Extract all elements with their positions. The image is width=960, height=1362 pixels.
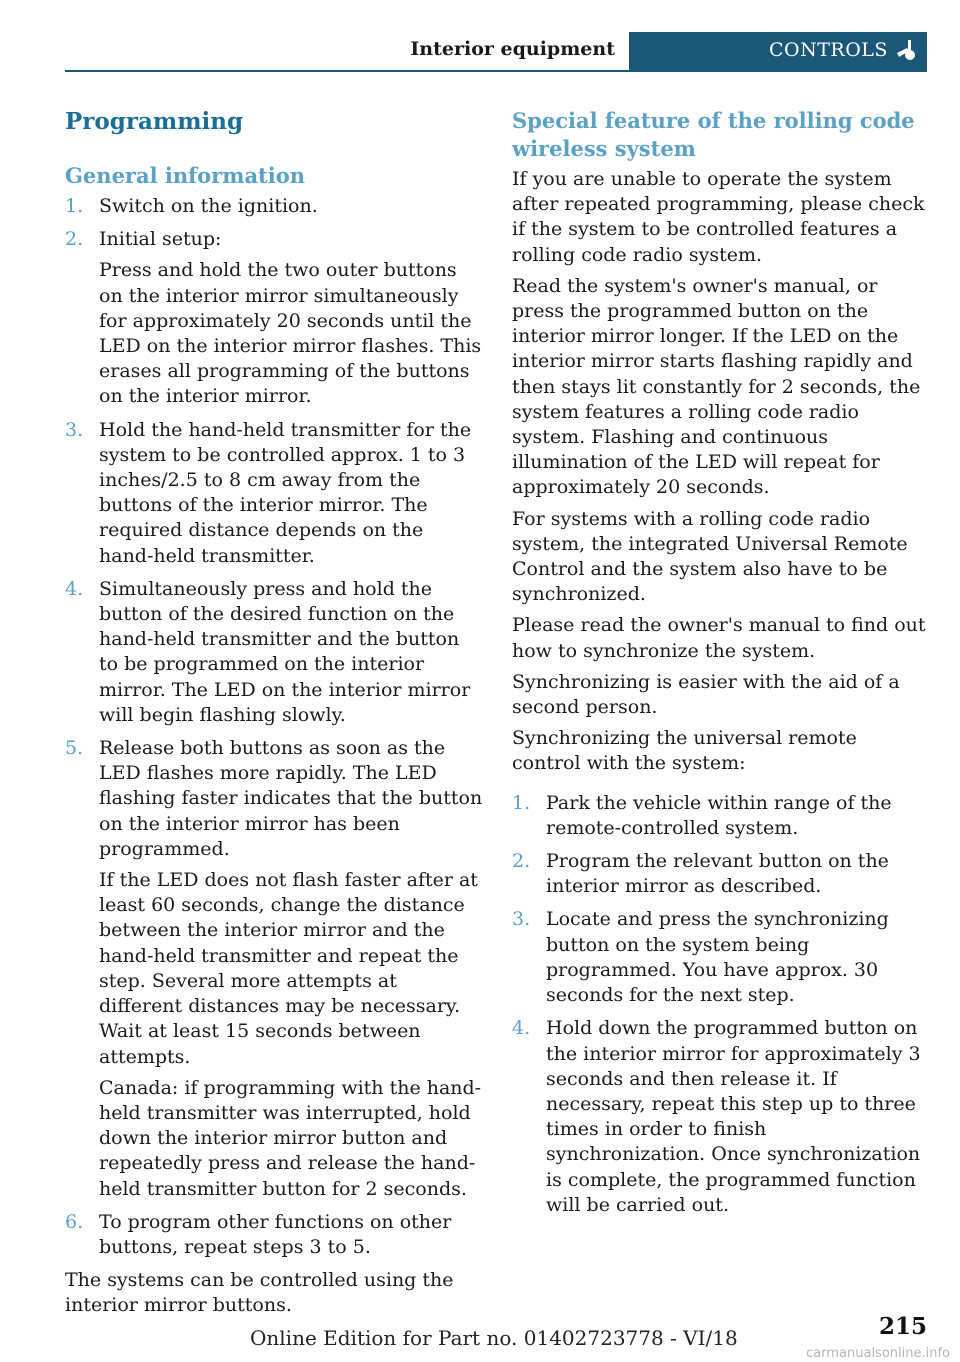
step-text: Canada: if programming with the hand-held transmitter was interrupted, hold down the interior mirror button and repeatedly press and release the hand-held transmitter button for 2 seconds.: [99, 1076, 482, 1200]
step-number: 3.: [65, 418, 84, 441]
rolling-code-text: [512, 167, 930, 777]
step-text: Hold the hand-held transmitter for the system to be controlled approx. 1 to 3 inches/2.5 to 8 cm away from the buttons of the interior mirror. The required distance depends on the hand-held transmitter.: [99, 418, 472, 567]
list-item: [65, 736, 483, 1202]
body-paragraph: If you are unable to operate the system after repeated programming, please check if the system to be controlled features a rolling code radio system.: [512, 168, 925, 266]
closing-paragraph: The systems can be controlled using the interior mirror buttons.: [65, 1269, 454, 1317]
step-text: If the LED does not flash faster after at least 60 seconds, change the distance between the interior mirror and the hand-held transmitter and repeat the step. Several more attempts at different distances may be necessary. Wait at least 15 seconds between attempts.: [99, 869, 478, 1068]
left-column: [65, 104, 483, 1325]
programming-heading: Programming: [65, 108, 244, 135]
step-number: 6.: [65, 1210, 84, 1233]
page-number: 215: [878, 1313, 927, 1340]
steering-hand-icon: [893, 38, 917, 64]
body-paragraph: Please read the owner's manual to find out how to synchronize the system.: [512, 614, 926, 662]
step-text: Program the relevant button on the interior mirror as described.: [546, 850, 889, 898]
step-text: Press and hold the two outer buttons on the interior mirror simultaneously for approximately 20 seconds until the LED on the interior mirror flashes. This erases all programming of the buttons on the interior mirror.: [99, 259, 482, 408]
general-information-heading: General information: [65, 163, 306, 188]
synchronizing-steps: [512, 791, 930, 1218]
step-number: 2.: [512, 850, 531, 873]
list-item: [512, 1016, 930, 1218]
body-paragraph: Synchronizing the universal remote control with the system:: [512, 727, 857, 775]
list-item: [512, 907, 930, 1008]
step-text: Switch on the ignition.: [99, 195, 318, 217]
step-number: 2.: [65, 228, 84, 251]
edition-footer: Online Edition for Part no. 01402723778 - VI/18: [250, 1326, 738, 1350]
list-item: [65, 1210, 483, 1260]
step-text: Release both buttons as soon as the LED flashes more rapidly. The LED flashing faster indicates that the button on the interior mirror has been programmed.: [99, 737, 483, 860]
list-item: [512, 849, 930, 899]
step-text: Hold down the programmed button on the interior mirror for approximately 3 seconds and then release it. If necessary, repeat this step up to three times in order to finish synchronization. Once synchronization is complete, the programmed function will be carried out.: [546, 1017, 921, 1216]
step-text: To program other functions on other buttons, repeat steps 3 to 5.: [99, 1210, 452, 1258]
right-column: [512, 107, 930, 1226]
step-text: Locate and press the synchronizing button on the system being programmed. You have approx. 30 seconds for the next step.: [546, 908, 889, 1007]
list-item: [65, 577, 483, 728]
body-paragraph: Read the system's owner's manual, or press the programmed button on the interior mirror longer. If the LED on the interior mirror starts flashing rapidly and then stays lit constantly for 2 seconds, the system features a rolling code radio system. Flashing and continuous illumination of the LED will repeat for approximately 20 seconds.: [512, 274, 921, 499]
step-text: Initial setup:: [99, 228, 222, 251]
list-item: [65, 194, 483, 219]
step-number: 5.: [65, 737, 84, 760]
step-number: 4.: [65, 577, 84, 600]
list-item: [65, 227, 483, 409]
body-paragraph: For systems with a rolling code radio system, the integrated Universal Remote Control and the system also have to be synchronized.: [512, 507, 908, 606]
programming-steps: [65, 194, 483, 1260]
rolling-code-heading: Special feature of the rolling code wireless system: [512, 108, 915, 161]
watermark-text: carmanualsonline.info: [806, 1346, 950, 1361]
section-title: Interior equipment: [410, 38, 615, 60]
chapter-tab: [629, 32, 927, 70]
step-text: Simultaneously press and hold the button of the desired function on the hand-held transmitter and the button to be programmed on the interior mirror. The LED on the interior mirror will begin flashing slowly.: [99, 577, 471, 726]
page-header: [65, 32, 927, 72]
step-text: Park the vehicle within range of the remote-controlled system.: [546, 791, 892, 839]
step-number: 1.: [512, 791, 531, 814]
list-item: [512, 791, 930, 841]
step-number: 4.: [512, 1017, 531, 1040]
step-number: 3.: [512, 908, 531, 931]
list-item: [65, 418, 483, 569]
step-number: 1.: [65, 195, 84, 217]
chapter-label: CONTROLS: [769, 39, 888, 61]
body-paragraph: Synchronizing is easier with the aid of a second person.: [512, 670, 900, 719]
